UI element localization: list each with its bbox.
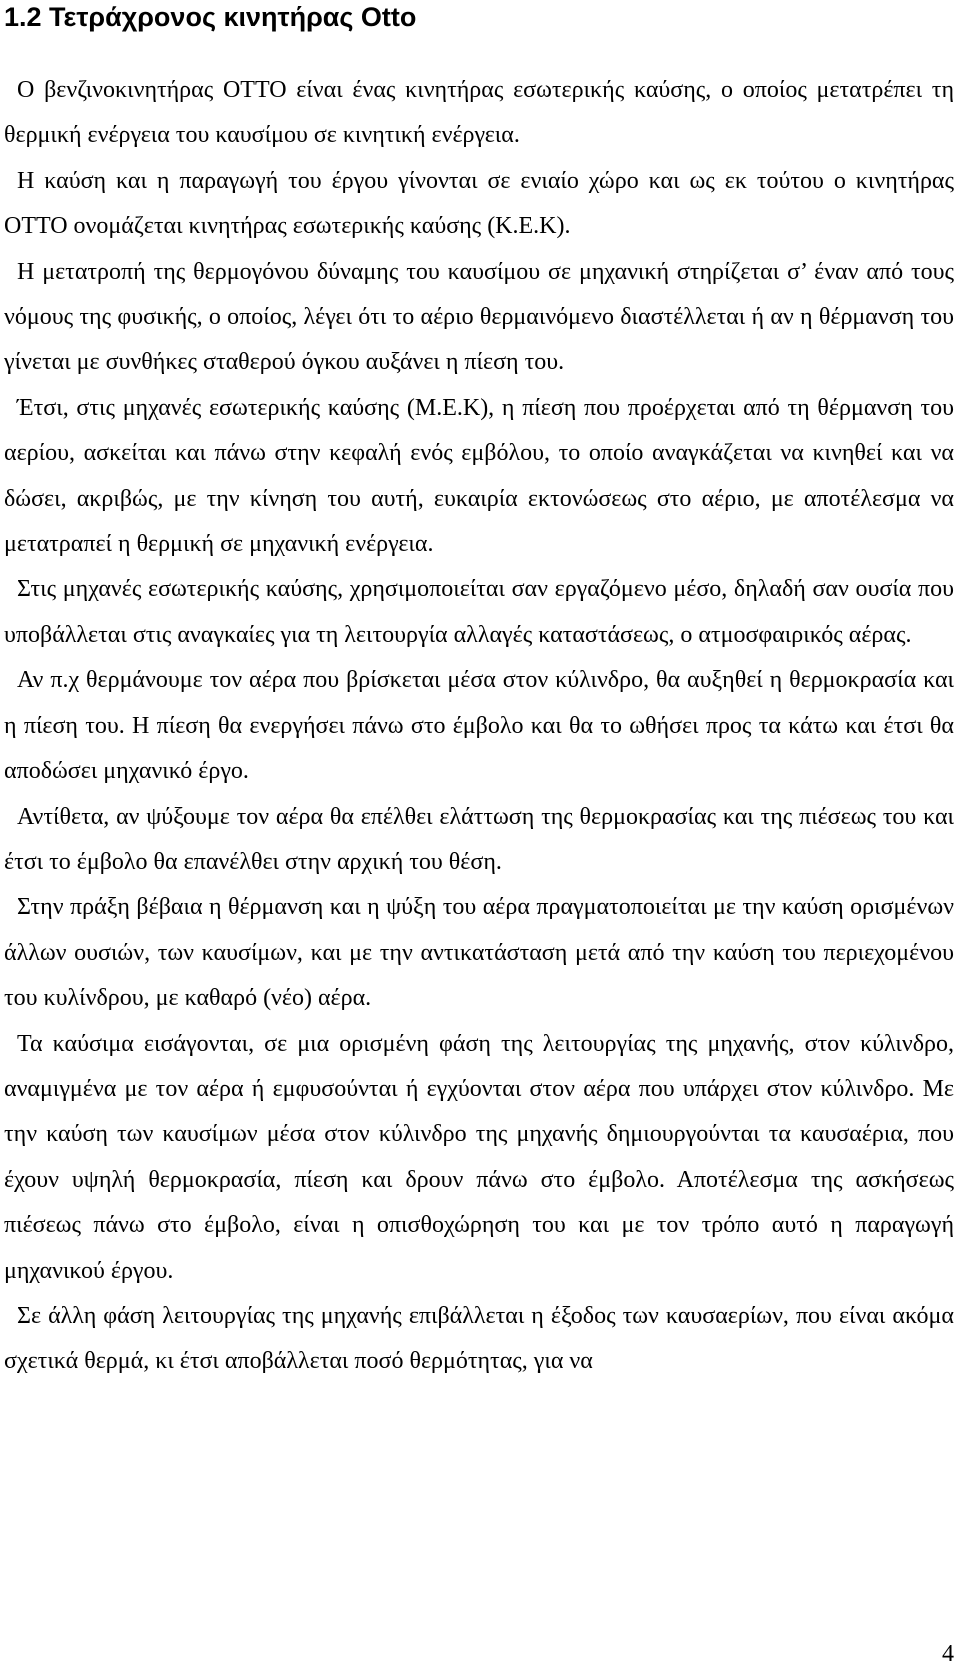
body-text [4,68,954,1385]
paragraph: Σε άλλη φάση λειτουργίας της μηχανής επιβάλλεται η έξοδος των καυσαερίων, που είναι ακόμα σχετικά θερμά, κι έτσι αποβάλλεται ποσό θερμότητας, για να [4,1302,954,1375]
paragraph: Η μετατροπή της θερμογόνου δύναμης του καυσίμου σε μηχανική στηρίζεται σ’ έναν από τους νόμους της φυσικής, ο οποίος, λέγει ότι το αέριο θερμαινόμενο διαστέλλεται ή αν η θέρμανση του γίνεται με συνθήκες σταθερού όγκου αυξάνει η πίεση του. [4,258,954,376]
paragraph: Αντίθετα, αν ψύξουμε τον αέρα θα επέλθει ελάττωση της θερμοκρασίας και της πιέσεως του και έτσι το έμβολο θα επανέλθει στην αρχική του θέση. [4,803,954,875]
paragraph: Έτσι, στις μηχανές εσωτερικής καύσης (Μ.Ε.Κ), η πίεση που προέρχεται από τη θέρμανση του αερίου, ασκείται και πάνω στην κεφαλή ενός εμβόλου, το οποίο αναγκάζεται να κινηθεί και να δώσει, ακριβώς, με την κίνηση του αυτή, ευκαιρία εκτονώσεως στο αέριο, με αποτέλεσμα να μετατραπεί η θερμική σε μηχανική ενέργεια. [4,394,954,558]
paragraph: Στην πράξη βέβαια η θέρμανση και η ψύξη του αέρα πραγματοποιείται με την καύση ορισμένων άλλων ουσιών, των καυσίμων, και με την αντικατάσταση μετά από την καύση του περιεχομένου του κυλίνδρου, με καθαρό (νέο) αέρα. [4,894,954,1012]
paragraph: Τα καύσιμα εισάγονται, σε μια ορισμένη φάση της λειτουργίας της μηχανής, στον κύλινδρο, αναμιγμένα με τον αέρα ή εμφυσούνται ή εγχύονται στον αέρα που υπάρχει στον κύλινδρο. Με την καύση των καυσίμων μέσα στον κύλινδρο της μηχανής δημιουργούνται τα καυσαέρια, που έχουν υψηλή θερμοκρασία, πίεση και δρουν πάνω στο έμβολο. Αποτέλεσμα της ασκήσεως πιέσεως πάνω στο έμβολο, είναι η οπισθοχώρηση του και με τον τρόπο αυτό η παραγωγή μηχανικού έργου. [4,1030,954,1284]
page-number: 4 [942,1641,954,1667]
paragraph: Αν π.χ θερμάνουμε τον αέρα που βρίσκεται μέσα στον κύλινδρο, θα αυξηθεί η θερμοκρασία και η πίεση του. Η πίεση θα ενεργήσει πάνω στο έμβολο και θα το ωθήσει προς τα κάτω και έτσι θα αποδώσει μηχανικό έργο. [4,667,954,785]
paragraph: Η καύση και η παραγωγή του έργου γίνονται σε ενιαίο χώρο και ως εκ τούτου ο κινητήρας ΟΤΤΟ ονομάζεται κινητήρας εσωτερικής καύσης (Κ.Ε.Κ). [4,167,954,240]
paragraph: Ο βενζινοκινητήρας ΟΤΤΟ είναι ένας κινητήρας εσωτερικής καύσης, ο οποίος μετατρέπει τη θερμική ενέργεια του καυσίμου σε κινητική ενέργεια. [4,77,954,149]
paragraph: Στις μηχανές εσωτερικής καύσης, χρησιμοποιείται σαν εργαζόμενο μέσο, δηλαδή σαν ουσία που υποβάλλεται στις αναγκαίες για τη λειτουργία αλλαγές καταστάσεως, ο ατμοσφαιρικός αέρας. [4,576,954,648]
section-heading: 1.2 Τετράχρονος κινητήρας Otto [4,2,417,32]
